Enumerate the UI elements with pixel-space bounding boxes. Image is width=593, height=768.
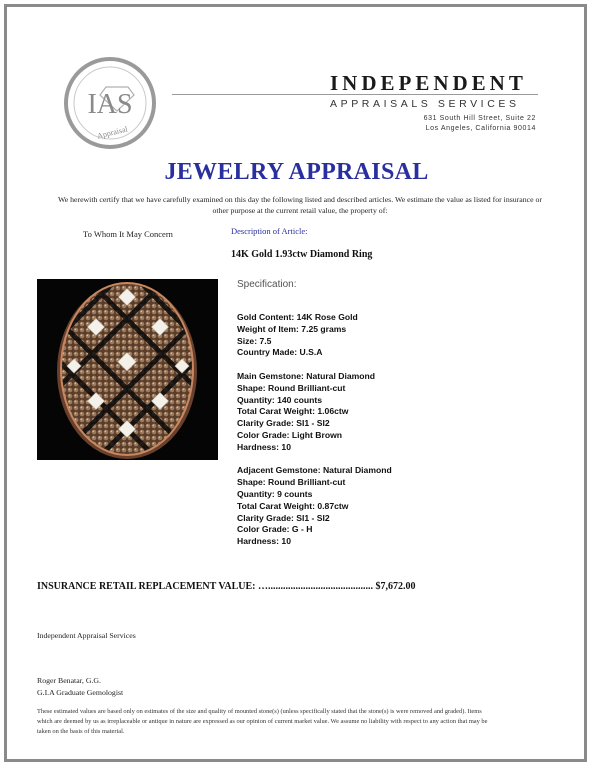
spec-line: Color Grade: G - H xyxy=(237,524,313,535)
spec-line: Total Carat Weight: 1.06ctw xyxy=(237,406,349,417)
spec-group-adjacent-gemstone xyxy=(237,465,392,548)
company-address xyxy=(424,114,536,134)
spec-line: Weight of Item: 7.25 grams xyxy=(237,323,347,334)
address-line-2: Los Angeles, California 90014 xyxy=(425,125,536,132)
spec-line: Quantity: 140 counts xyxy=(237,394,322,405)
description-label: Description of Article: xyxy=(231,226,308,236)
signatory-title: G.I.A Graduate Gemologist xyxy=(37,688,124,697)
spec-line: Adjacent Gemstone: Natural Diamond xyxy=(237,465,392,476)
spec-line: Shape: Round Brilliant-cut xyxy=(237,477,346,488)
spec-line: Hardness: 10 xyxy=(237,536,291,547)
spec-line: Country Made: U.S.A xyxy=(237,347,323,358)
disclaimer: These estimated values are based only on estimates of the size and quality of mounted stone(s) (unless specifically stated that the stone(s) is were removed and graded). Items which are deemed by us as irreplaceable or antique in nature are expressed as our opinion of current market value. We assume no liability with respect to any action that may be taken on the basis of this material. xyxy=(37,708,488,735)
ring-photo xyxy=(37,279,218,460)
spec-line: Clarity Grade: SI1 - SI2 xyxy=(237,418,330,429)
specification-label: Specification: xyxy=(237,279,297,290)
specifications-list xyxy=(237,312,392,560)
spec-line: Main Gemstone: Natural Diamond xyxy=(237,370,375,381)
spec-line: Shape: Round Brilliant-cut xyxy=(237,382,346,393)
spec-line: Total Carat Weight: 0.87ctw xyxy=(237,500,349,511)
spec-group-main-gemstone xyxy=(237,371,392,454)
page-title: JEWELRY APPRAISAL xyxy=(164,159,429,185)
certify-text: We herewith certify that we have carefully examined on this day the following listed and described articles. We estimate the value as listed for insurance or other purpose at the current retail value, the property of: xyxy=(57,195,542,215)
company-subtitle: APPRAISALS SERVICES xyxy=(330,98,520,110)
ias-logo-icon xyxy=(62,55,158,151)
address-line-1: 631 South Hill Street, Suite 22 xyxy=(423,115,536,122)
logo-text: IAS xyxy=(87,89,133,120)
spec-line: Gold Content: 14K Rose Gold xyxy=(237,312,358,322)
spec-line: Color Grade: Light Brown xyxy=(237,429,343,440)
spec-line: Size: 7.5 xyxy=(237,335,272,346)
insurance-value: INSURANCE RETAIL REPLACEMENT VALUE: ….......................................... $7,672.00 xyxy=(37,581,416,592)
company-name: INDEPENDENT xyxy=(330,71,527,95)
signatory-name: Roger Benatar, G.G. xyxy=(37,676,101,685)
article-name: 14K Gold 1.93ctw Diamond Ring xyxy=(231,249,373,260)
spec-line: Clarity Grade: SI1 - SI2 xyxy=(237,512,330,523)
logo-sub-text: Appraisal xyxy=(96,124,129,141)
spec-line: Quantity: 9 counts xyxy=(237,488,313,499)
recipient: To Whom It May Concern xyxy=(83,229,173,239)
spec-group-metal xyxy=(237,312,392,359)
footer-company: Independent Appraisal Services xyxy=(37,631,136,640)
spec-line: Hardness: 10 xyxy=(237,441,291,452)
